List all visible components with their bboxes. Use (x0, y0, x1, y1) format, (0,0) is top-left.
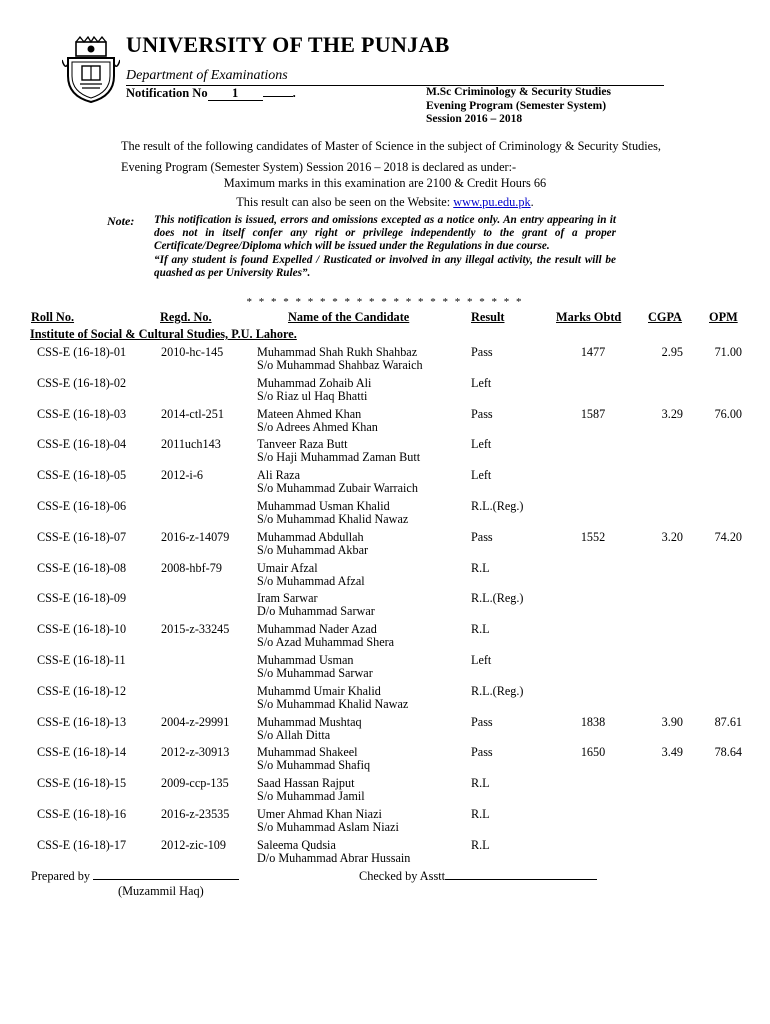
max-marks-line: Maximum marks in this examination are 2100 & Credit Hours 66 (223, 176, 547, 190)
roll-number: CSS-E (16-18)-05 (37, 468, 127, 483)
regd-number: 2016-z-23535 (161, 807, 230, 821)
candidate-name: Ali Raza (257, 468, 300, 483)
header-name: Name of the Candidate (288, 310, 410, 324)
result-status: Pass (471, 745, 493, 760)
result-status: R.L.(Reg.) (471, 499, 524, 513)
roll-number: CSS-E (16-18)-09 (37, 591, 127, 606)
website-line (0, 195, 770, 210)
roll-number: CSS-E (16-18)-02 (37, 375, 127, 390)
candidate-name: Tanveer Raza Butt (257, 437, 348, 452)
website-text: This result can also be seen on the Website: (236, 195, 454, 209)
result-status: R.L (471, 560, 490, 575)
parent-name: S/o Haji Muhammad Zaman Butt (257, 450, 421, 465)
candidate-name: Muhammad Nader Azad (257, 622, 377, 637)
header-opm: OPM (709, 310, 738, 324)
parent-name: D/o Muhammad Sarwar (257, 604, 375, 619)
roll-number: CSS-E (16-18)-07 (37, 529, 127, 544)
header-marks: Marks Obtd (556, 310, 622, 324)
candidate-name: Muhammad Usman Khalid (257, 499, 390, 513)
table-row (0, 777, 770, 808)
prepared-label: Prepared by (31, 869, 94, 883)
result-status: R.L (471, 837, 490, 852)
opm-value: 76.00 (714, 406, 742, 421)
regd-number: 2016-z-14079 (161, 529, 230, 544)
program-info (426, 86, 611, 127)
regd-number: 2012-i-6 (161, 468, 203, 483)
parent-name: S/o Muhammad Jamil (257, 789, 365, 804)
parent-name: S/o Allah Ditta (257, 727, 331, 742)
candidate-name: Iram Sarwar (257, 591, 318, 606)
parent-name: S/o Muhammad Sarwar (257, 666, 373, 680)
opm-value: 78.64 (714, 745, 742, 760)
marks-obtained: 1477 (580, 345, 606, 359)
table-row (0, 746, 770, 777)
preparer-name: (Muzammil Haq) (118, 884, 204, 898)
table-row (0, 592, 770, 623)
candidate-name: Saad Hassan Rajput (257, 776, 355, 791)
candidate-name: Saleema Qudsia (257, 837, 336, 852)
result-status: Pass (471, 529, 493, 544)
table-row (0, 808, 770, 839)
candidate-name: Umer Ahmad Khan Niazi (257, 807, 382, 821)
table-row (0, 408, 770, 439)
program-session: Session 2016 – 2018 (426, 113, 523, 125)
parent-name: S/o Muhammad Khalid Nawaz (257, 696, 409, 711)
candidate-name: Muhammad Shah Rukh Shahbaz (257, 345, 418, 359)
notification-number (126, 86, 296, 101)
parent-name: S/o Riaz ul Haq Bhatti (257, 388, 368, 403)
result-status: R.L.(Reg.) (471, 591, 524, 606)
roll-number: CSS-E (16-18)-11 (37, 653, 126, 667)
result-status: R.L (471, 807, 490, 821)
checked-label: Checked by Asstt (359, 869, 446, 883)
roll-number: CSS-E (16-18)-01 (37, 345, 127, 359)
notification-blank (263, 96, 293, 97)
opm-value: 87.61 (714, 714, 742, 729)
cgpa-value: 3.90 (661, 714, 683, 729)
roll-number: CSS-E (16-18)-17 (37, 837, 127, 852)
roll-number: CSS-E (16-18)-12 (37, 683, 127, 698)
university-title: UNIVERSITY OF THE PUNJAB (126, 32, 450, 57)
regd-number: 2010-hc-145 (161, 345, 224, 359)
result-status: R.L (471, 622, 490, 637)
checked-signature-line (445, 879, 597, 880)
regd-number: 2011uch143 (161, 437, 221, 452)
separator: * * * * * * * * * * * * * * * * * * * * * * * (246, 296, 524, 308)
opm-value: 74.20 (714, 529, 742, 544)
result-status: Pass (471, 406, 493, 421)
candidate-name: Muhammad Zohaib Ali (257, 375, 372, 390)
table-row (0, 839, 770, 870)
result-status: Left (471, 653, 492, 667)
marks-obtained: 1650 (580, 745, 606, 760)
notification-end: . (292, 86, 296, 100)
marks-obtained: 1552 (580, 529, 606, 544)
table-row (0, 438, 770, 469)
note-text (154, 214, 616, 280)
program-name: M.Sc Criminology & Security Studies (426, 86, 611, 98)
cgpa-value: 3.49 (661, 745, 683, 760)
result-status: Left (471, 468, 492, 483)
table-row (0, 377, 770, 408)
institute-name: Institute of Social & Cultural Studies, P.U. Lahore. (30, 327, 297, 341)
roll-number: CSS-E (16-18)-08 (37, 560, 127, 575)
regd-number: 2012-z-30913 (161, 745, 230, 760)
notification-label: Notification No (126, 86, 208, 100)
notification-number-value: 1 (208, 87, 263, 101)
candidate-name: Muhammd Umair Khalid (257, 683, 381, 698)
roll-number: CSS-E (16-18)-13 (37, 714, 127, 729)
result-status: Pass (471, 345, 493, 359)
table-row (0, 562, 770, 593)
parent-name: S/o Muhammad Zubair Warraich (257, 481, 418, 496)
intro-paragraph: The result of the following candidates of Master of Science in the subject of Criminology & Security Studies, Evening Program (Semester System) Session 2016 – 2018 is declared as under:- (121, 139, 661, 174)
regd-number: 2008-hbf-79 (161, 560, 222, 575)
cgpa-value: 3.29 (661, 406, 683, 421)
website-end: . (530, 195, 534, 209)
result-status: Left (471, 437, 492, 452)
table-row (0, 716, 770, 747)
parent-name: S/o Muhammad Afzal (257, 573, 365, 588)
note-label: Note: (107, 214, 135, 228)
roll-number: CSS-E (16-18)-16 (37, 807, 127, 821)
regd-number: 2009-ccp-135 (161, 776, 229, 791)
result-status: R.L.(Reg.) (471, 683, 524, 698)
prepared-signature-line (93, 879, 239, 880)
header-cgpa: CGPA (648, 310, 682, 324)
header-result: Result (471, 310, 505, 324)
header-roll: Roll No. (31, 310, 75, 324)
roll-number: CSS-E (16-18)-14 (37, 745, 127, 760)
checked-by (359, 869, 597, 884)
table-row (0, 500, 770, 531)
note-warning: “If any student is found Expelled / Rusticated or involved in any illegal activity, the result will be quashed as per University Rules”. (154, 253, 616, 279)
website-link[interactable]: www.pu.edu.pk (453, 195, 531, 209)
parent-name: D/o Muhammad Abrar Hussain (257, 850, 411, 865)
table-row (0, 531, 770, 562)
table-row (0, 623, 770, 654)
regd-number: 2014-ctl-251 (161, 406, 224, 421)
department-name: Department of Examinations (126, 68, 288, 83)
result-status: R.L (471, 776, 490, 791)
marks-obtained: 1587 (580, 406, 606, 421)
candidate-name: Muhammad Usman (257, 653, 354, 667)
parent-name: S/o Muhammad Shahbaz Waraich (257, 358, 423, 372)
roll-number: CSS-E (16-18)-03 (37, 406, 127, 421)
table-row (0, 469, 770, 500)
parent-name: S/o Muhammad Akbar (257, 542, 369, 557)
marks-obtained: 1838 (580, 714, 606, 729)
regd-number: 2012-zic-109 (161, 837, 226, 852)
result-status: Pass (471, 714, 493, 729)
parent-name: S/o Muhammad Shafiq (257, 758, 371, 773)
note-disclaimer: This notification is issued, errors and omissions excepted as a notice only. An entry appearing in it does not in itself confer any right or privilege independently to the grant of a proper Certificate/Degree/Diploma which will be issued under the Regulations in due course. (154, 214, 616, 253)
roll-number: CSS-E (16-18)-04 (37, 437, 127, 452)
cgpa-value: 3.20 (661, 529, 683, 544)
program-type: Evening Program (Semester System) (426, 99, 607, 112)
regd-number: 2015-z-33245 (161, 622, 230, 637)
parent-name: S/o Azad Muhammad Shera (257, 635, 395, 650)
university-seal-icon (62, 36, 120, 104)
cgpa-value: 2.95 (661, 345, 683, 359)
parent-name: S/o Adrees Ahmed Khan (257, 419, 378, 434)
parent-name: S/o Muhammad Aslam Niazi (257, 820, 399, 834)
candidate-name: Umair Afzal (257, 560, 318, 575)
candidate-name: Muhammad Mushtaq (257, 714, 362, 729)
roll-number: CSS-E (16-18)-06 (37, 499, 127, 513)
parent-name: S/o Muhammad Khalid Nawaz (257, 512, 409, 526)
candidate-name: Muhammad Shakeel (257, 745, 358, 760)
regd-number: 2004-z-29991 (161, 714, 230, 729)
candidate-name: Mateen Ahmed Khan (257, 406, 362, 421)
candidate-name: Muhammad Abdullah (257, 529, 364, 544)
prepared-by (31, 869, 239, 884)
table-row (0, 346, 770, 377)
header-regd: Regd. No. (160, 310, 212, 324)
table-row (0, 685, 770, 716)
result-status: Left (471, 375, 492, 390)
roll-number: CSS-E (16-18)-10 (37, 622, 127, 637)
roll-number: CSS-E (16-18)-15 (37, 776, 127, 791)
table-row (0, 654, 770, 685)
opm-value: 71.00 (714, 345, 742, 359)
